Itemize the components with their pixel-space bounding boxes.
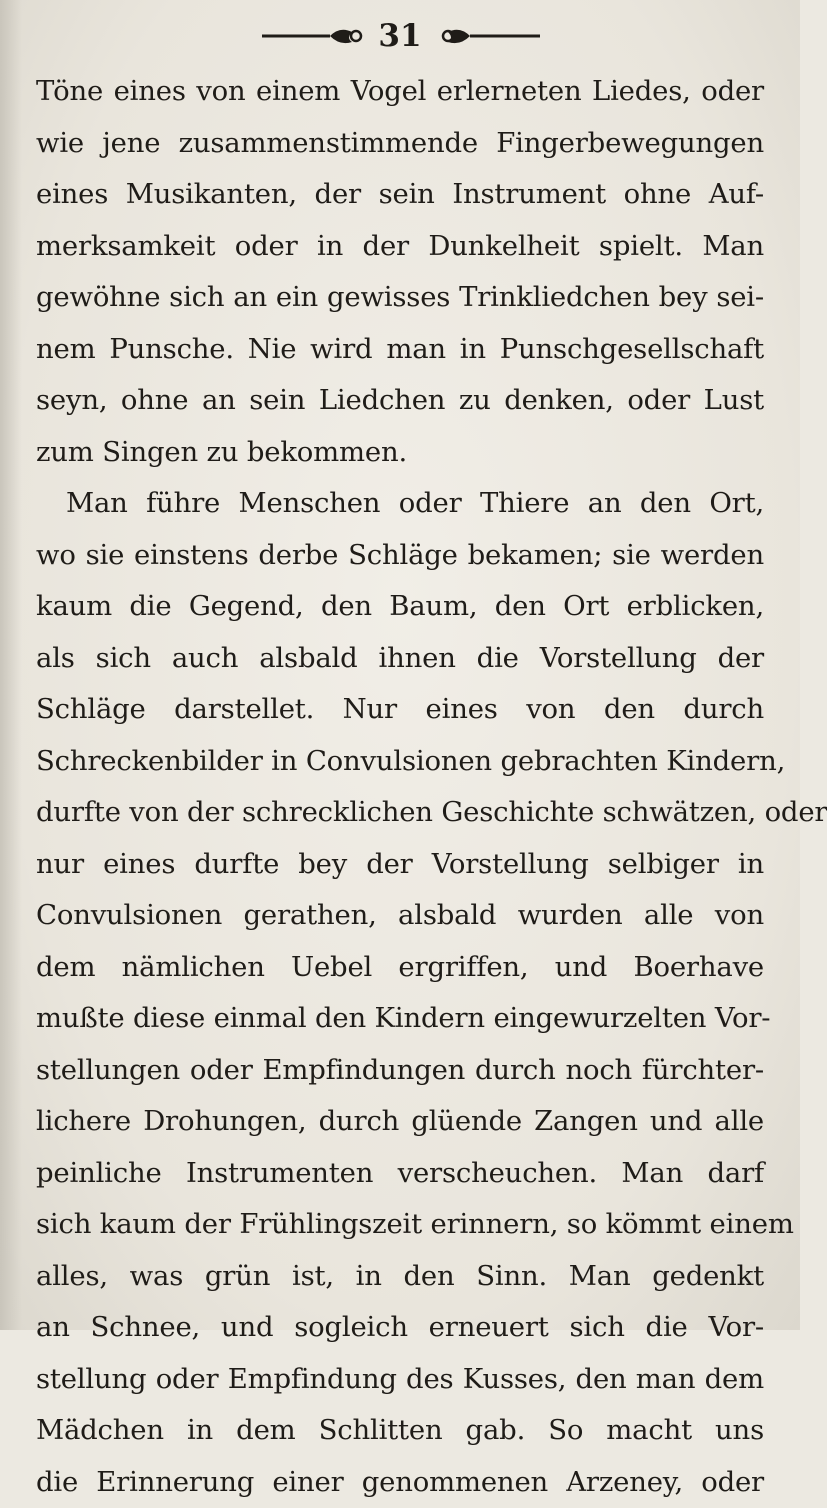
- page-number: 31: [368, 18, 432, 54]
- text-line: alles, was grün ist, in den Sinn. Man gedenkt: [36, 1251, 764, 1303]
- text-line: Convulsionen gerathen, alsbald wurden alle von: [36, 890, 764, 942]
- header-flourish-left: [330, 30, 352, 43]
- text-line: Schreckenbilder in Convulsionen gebrachten Kindern,: [36, 736, 764, 788]
- text-line: durfte von der schrecklichen Geschichte schwätzen, oder: [36, 787, 764, 839]
- header-flourish-right: [448, 30, 470, 43]
- text-line: merksamkeit oder in der Dunkelheit spielt. Man: [36, 221, 764, 273]
- binding-shadow: [0, 0, 22, 1330]
- text-line: peinliche Instrumenten verscheuchen. Man darf: [36, 1148, 764, 1200]
- text-line: zum Singen zu bekommen.: [36, 427, 764, 479]
- text-line: an Schnee, und sogleich erneuert sich die Vor-: [36, 1302, 764, 1354]
- text-line: als sich auch alsbald ihnen die Vorstellung der: [36, 633, 764, 685]
- page-header: [0, 14, 800, 58]
- text-line: nur eines durfte bey der Vorstellung selbiger in: [36, 839, 764, 891]
- text-line: mußte diese einmal den Kindern eingewurzelten Vor-: [36, 993, 764, 1045]
- text-line: wie jene zusammenstimmende Fingerbewegungen: [36, 118, 764, 170]
- text-line: seyn, ohne an sein Liedchen zu denken, oder Lust: [36, 375, 764, 427]
- text-line: lichere Drohungen, durch glüende Zangen und alle: [36, 1096, 764, 1148]
- text-line: eines Musikanten, der sein Instrument ohne Auf-: [36, 169, 764, 221]
- text-line: nem Punsche. Nie wird man in Punschgesellschaft: [36, 324, 764, 376]
- text-line: Man führe Menschen oder Thiere an den Ort,: [36, 478, 764, 530]
- text-line: Schläge darstellet. Nur eines von den durch: [36, 684, 764, 736]
- header-flourish-left-dot: [351, 31, 361, 41]
- text-line: dem nämlichen Uebel ergriffen, und Boerhave: [36, 942, 764, 994]
- text-line: stellungen oder Empfindungen durch noch fürchter-: [36, 1045, 764, 1097]
- body-text: [36, 66, 764, 1508]
- text-line: kaum die Gegend, den Baum, den Ort erblicken,: [36, 581, 764, 633]
- text-line: Mädchen in dem Schlitten gab. So macht uns: [36, 1405, 764, 1457]
- text-line: wo sie einstens derbe Schläge bekamen; sie werden: [36, 530, 764, 582]
- text-line: Töne eines von einem Vogel erlerneten Liedes, oder: [36, 66, 764, 118]
- text-line: stellung oder Empfindung des Kusses, den man dem: [36, 1354, 764, 1406]
- text-line: sich kaum der Frühlingszeit erinnern, so kömmt einem: [36, 1199, 764, 1251]
- text-line: die Erinnerung einer genommenen Arzeney, oder: [36, 1457, 764, 1508]
- text-line: gewöhne sich an ein gewisses Trinkliedchen bey sei-: [36, 272, 764, 324]
